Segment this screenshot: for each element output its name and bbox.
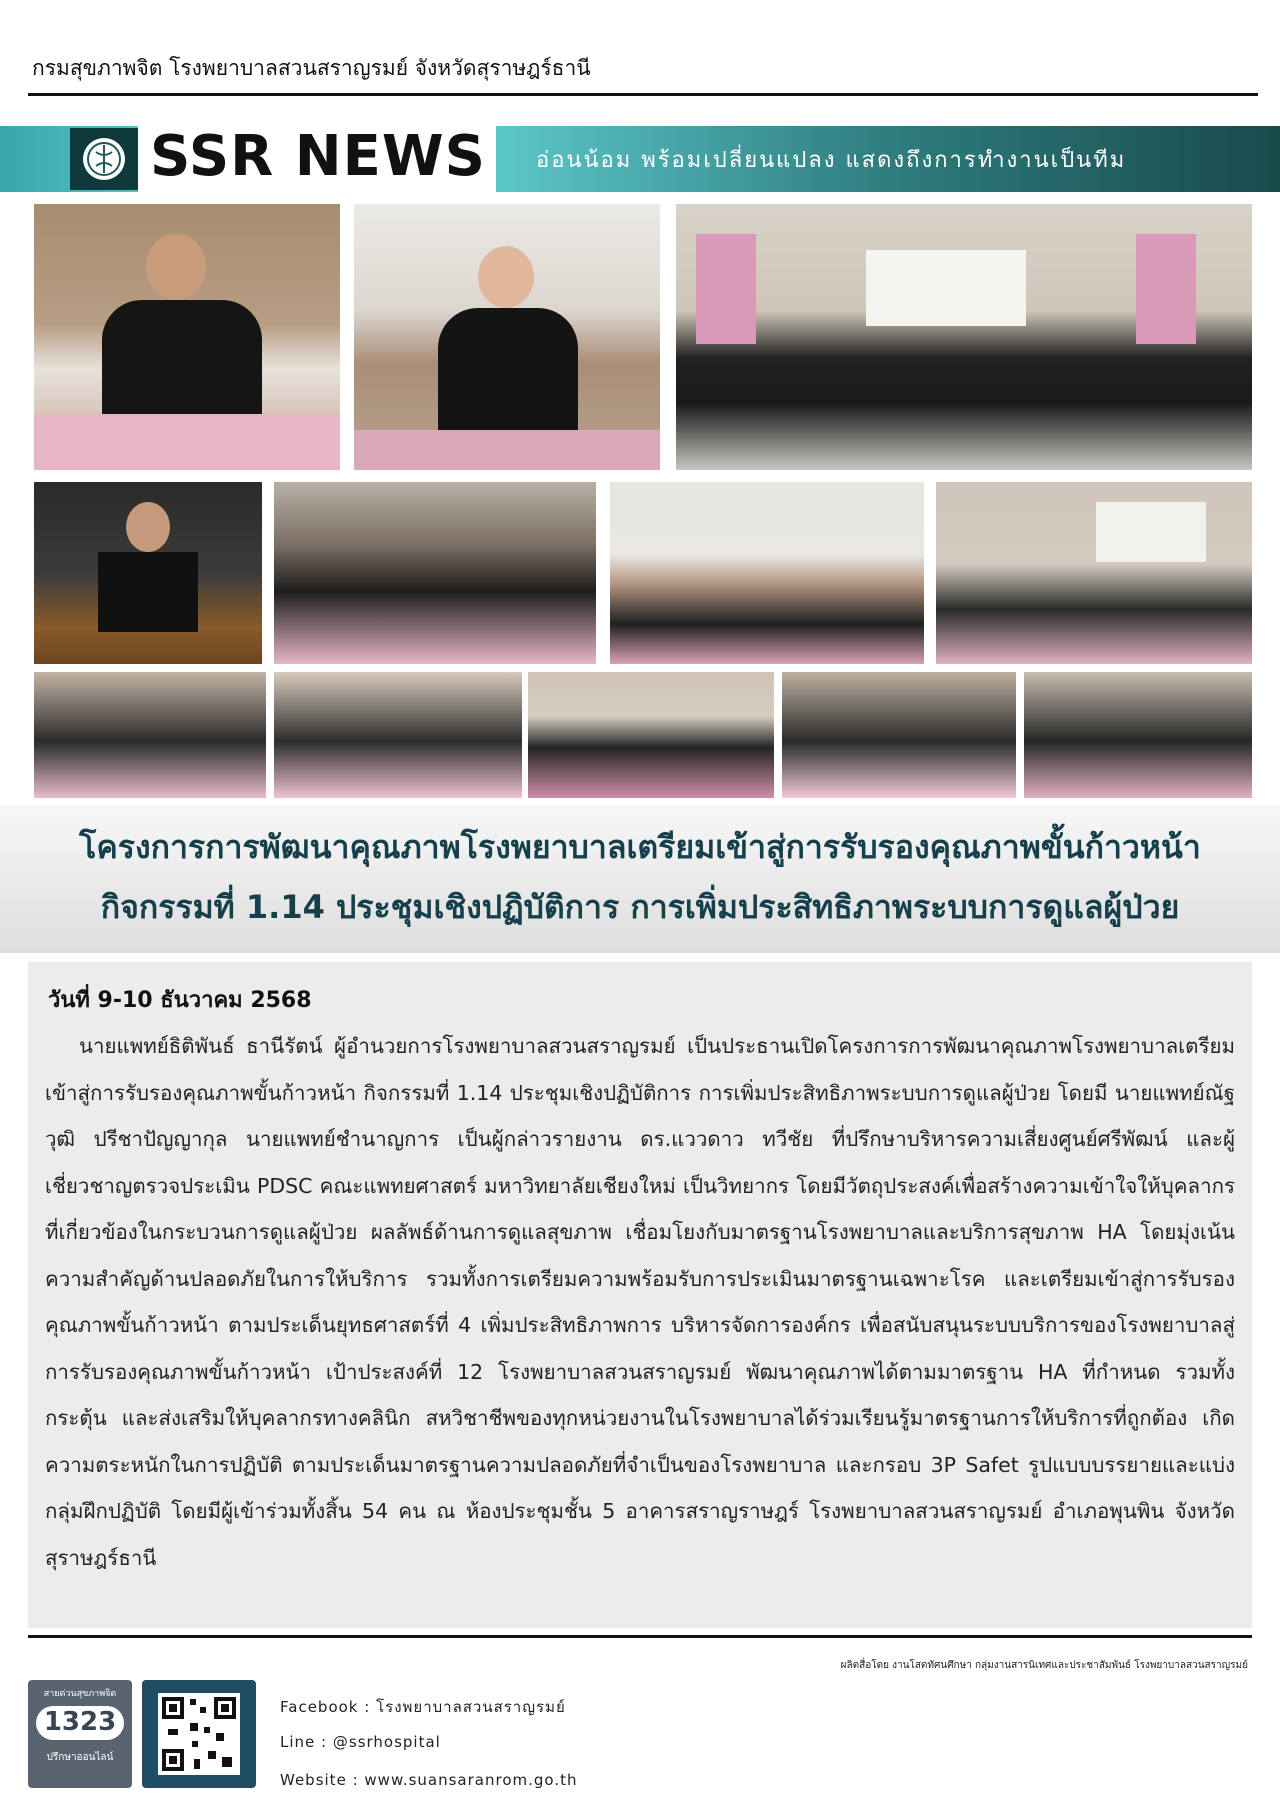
line-link[interactable]: @ssrhospital	[332, 1733, 441, 1751]
hotline-badge	[28, 1680, 132, 1788]
facebook-contact	[280, 1695, 566, 1719]
photo-group	[674, 202, 1254, 472]
production-credit: ผลิตสื่อโดย งานโสตทัศนศึกษา กลุ่มงานสารนิเทศและประชาสัมพันธ์ โรงพยาบาลสวนสราญรมย์	[840, 1660, 1248, 1671]
department-of-mental-health-logo-icon	[70, 128, 138, 190]
photo-workshop-1	[32, 670, 268, 800]
facebook-link[interactable]: โรงพยาบาลสวนสราญรมย์	[376, 1698, 566, 1716]
photo-masked-speaker	[32, 480, 264, 666]
hotline-number: 1323	[43, 1707, 117, 1737]
photo-workshop-4	[780, 670, 1018, 800]
website-contact	[280, 1771, 577, 1789]
photo-opening-speaker	[352, 202, 662, 472]
photo-workshop-3	[526, 670, 776, 800]
bottom-divider	[28, 1635, 1252, 1638]
top-divider	[28, 93, 1258, 96]
line-contact	[280, 1733, 441, 1751]
photo-workshop-2	[272, 670, 524, 800]
website-link[interactable]: www.suansaranrom.go.th	[364, 1771, 578, 1789]
qr-code-icon[interactable]	[142, 1680, 256, 1788]
headline-activity: กิจกรรมที่ 1.14 ประชุมเชิงปฏิบัติการ การเพิ่มประสิทธิภาพระบบการดูแลผู้ป่วย	[100, 888, 1180, 926]
photo-hall	[934, 480, 1254, 666]
facebook-label: Facebook :	[280, 1698, 371, 1716]
website-label: Website :	[280, 1771, 359, 1789]
organization-line: กรมสุขภาพจิต โรงพยาบาลสวนสราญรมย์ จังหวัดสุราษฎร์ธานี	[32, 56, 591, 80]
line-label: Line :	[280, 1733, 328, 1751]
photo-chair-speaker	[32, 202, 342, 472]
article-body: นายแพทย์ธิติพันธ์ ธานีรัตน์ ผู้อำนวยการโรงพยาบาลสวนสราญรมย์ เป็นประธานเปิดโครงการการพัฒนาคุณภาพโรงพยาบาลเตรียมเข้าสู่การรับรองคุณภาพขั้นก้าวหน้า กิจกรรมที่ 1.14 ประชุมเชิงปฏิบัติการ การเพิ่มประสิทธิภาพระบบการดูแลผู้ป่วย โดยมี นายแพทย์ณัฐวุฒิ ปรีชาปัญญากุล นายแพทย์ชำนาญการ เป็นผู้กล่าวรายงาน ดร.แววดาว ทวีชัย ที่ปรึกษาบริหารความเสี่ยงศูนย์ศรีพัฒน์ และผู้เชี่ยวชาญตรวจประเมิน PDSC คณะแพทยศาสตร์ มหาวิทยาลัยเชียงใหม่ เป็นวิทยากร โดยมีวัตถุประสงค์เพื่อสร้างความเข้าใจให้บุคลากรที่เกี่ยวข้องในกระบวนการดูแลผู้ป่วย ผลลัพธ์ด้านการดูแลสุขภาพ เชื่อมโยงกับมาตรฐานโรงพยาบาลและบริการสุขภาพ HA โดยมุ่งเน้นความสำคัญด้านปลอดภัยในการให้บริการ รวมทั้งการเตรียมความพร้อมรับการประเมินมาตรฐานเฉพาะโรค และเตรียมเข้าสู่การรับรอง คุณภาพขั้นก้าวหน้า ตามประเด็นยุทธศาสตร์ที่ 4 เพิ่มประสิทธิภาพการ บริหารจัดการองค์กร เพื่อสนับสนุนระบบบริการของโรงพยาบาลสู่การรับรองคุณภาพขั้นก้าวหน้า เป้าประสงค์ที่ 12 โรงพยาบาลสวนสราญรมย์ พัฒนาคุณภาพได้ตามมาตรฐาน HA ที่กำหนด รวมทั้ง กระตุ้น และส่งเสริมให้บุคลากรทางคลินิก สหวิชาชีพของทุกหน่วยงานในโรงพยาบาลได้ร่วมเรียนรู้มาตรฐานการให้บริการที่ถูกต้อง เกิดความตระหนักในการปฏิบัติ ตามประเด็นมาตรฐานความปลอดภัยที่จำเป็นของโรงพยาบาล และกรอบ 3P Safet รูปแบบบรรยายและแบ่งกลุ่มฝึกปฏิบัติ โดยมีผู้เข้าร่วมทั้งสิ้น 54 คน ณ ห้องประชุมชั้น 5 อาคารสราญราษฎร์ โรงพยาบาลสวนสราญรมย์ อำเภอพุนพิน จังหวัดสุราษฎร์ธานี	[45, 1034, 1235, 1570]
article-date: วันที่ 9-10 ธันวาคม 2568	[48, 988, 312, 1013]
masthead-title: SSR NEWS	[150, 124, 486, 189]
photo-workshop-5	[1022, 670, 1254, 800]
hotline-sub: ปรึกษาออนไลน์	[46, 1752, 114, 1763]
hotline-label: สายด่วนสุขภาพจิต	[43, 1689, 117, 1699]
photo-participants-1	[272, 480, 598, 666]
headline-project: โครงการการพัฒนาคุณภาพโรงพยาบาลเตรียมเข้าสู่การรับรองคุณภาพขั้นก้าวหน้า	[79, 828, 1201, 866]
masthead-slogan: อ่อนน้อม พร้อมเปลี่ยนแปลง แสดงถึงการทำงานเป็นทีม	[536, 148, 1127, 173]
photo-panel	[608, 480, 926, 666]
